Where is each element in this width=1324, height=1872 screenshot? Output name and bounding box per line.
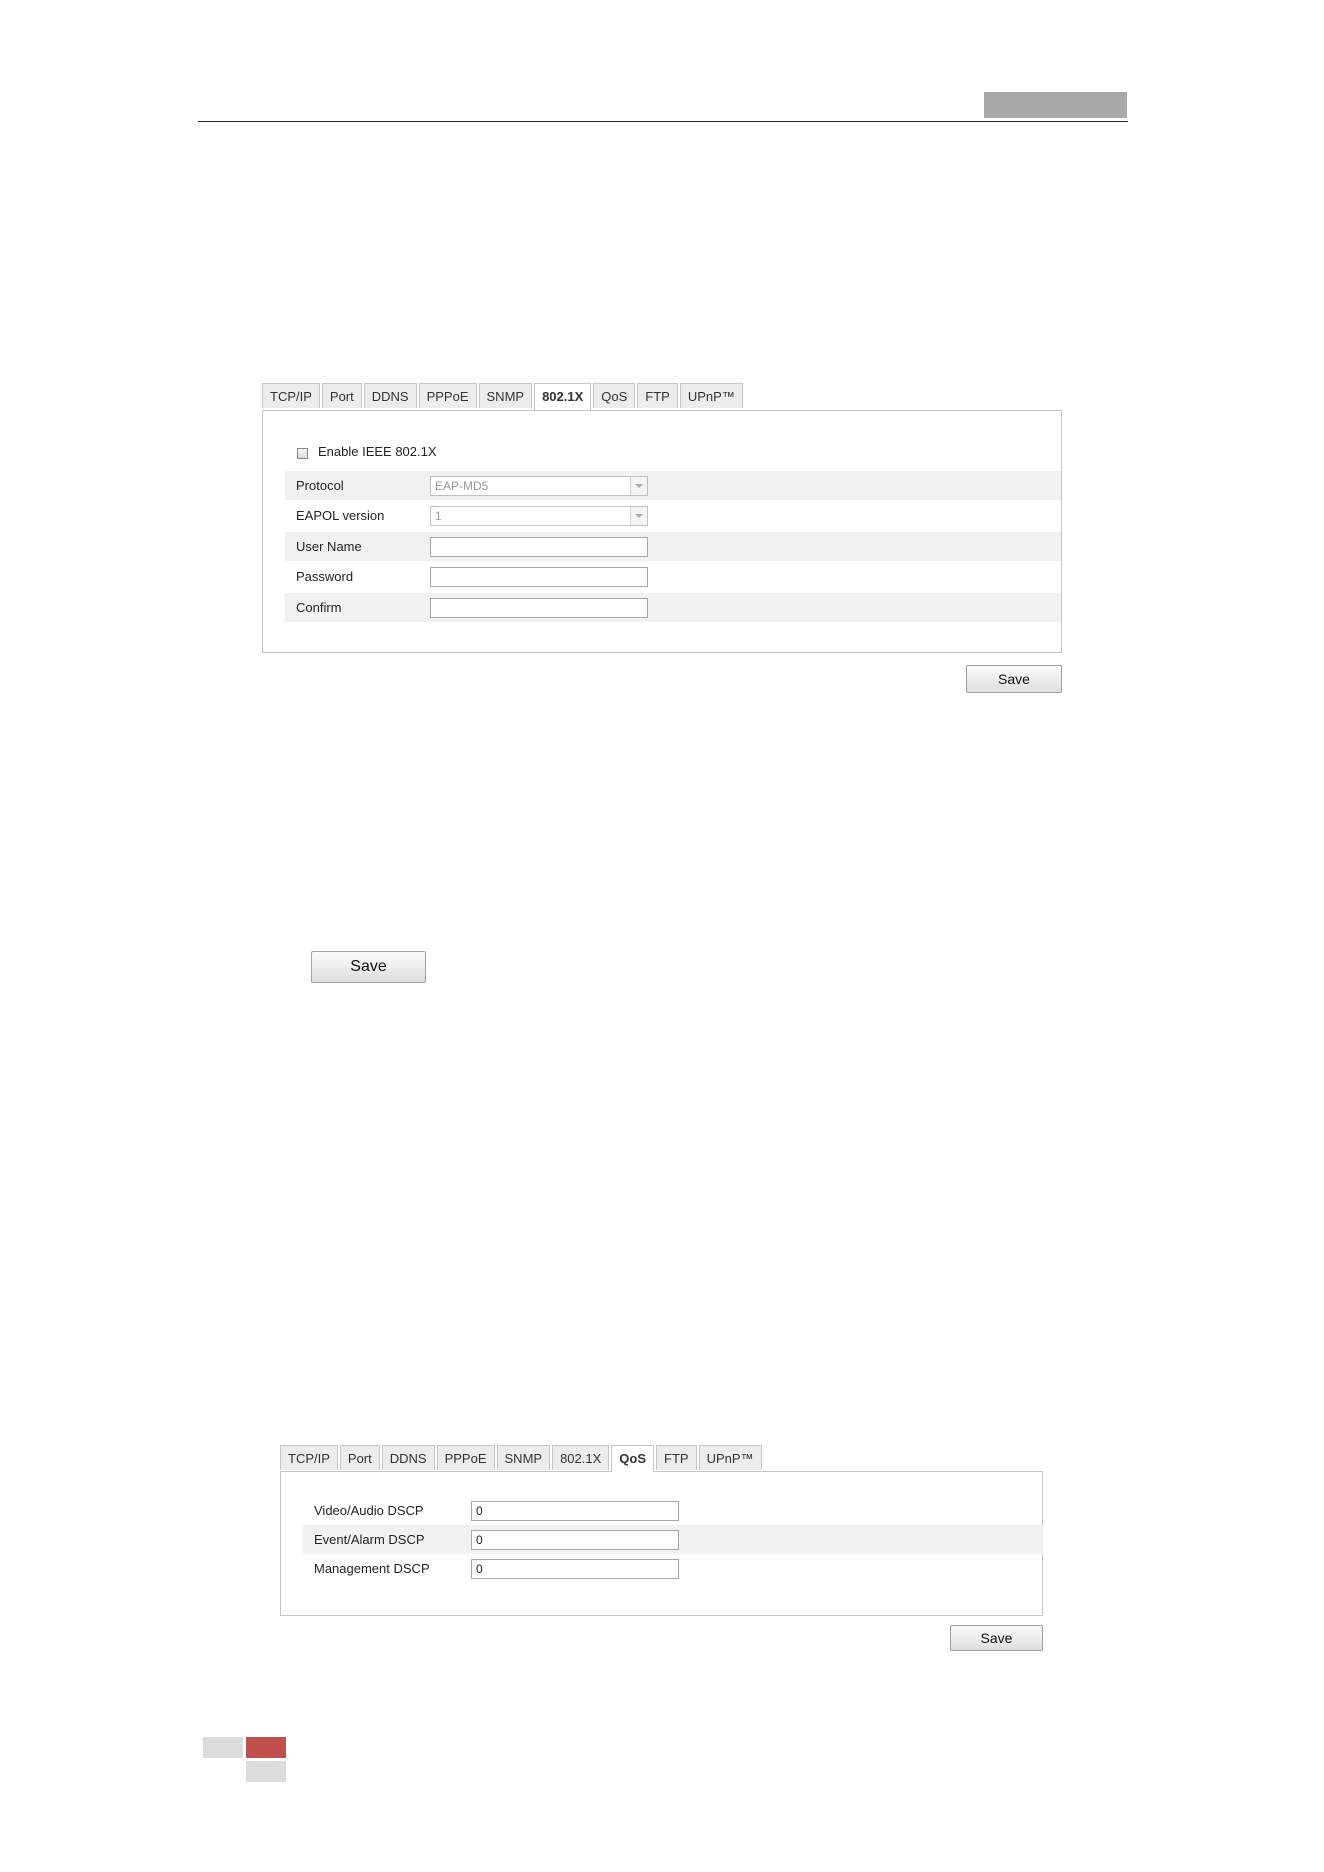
- management-dscp-input[interactable]: 0: [471, 1559, 679, 1579]
- footer-red-square: [246, 1737, 286, 1758]
- video-audio-dscp-row: [303, 1496, 1043, 1525]
- eapol-version-row: [285, 501, 1061, 530]
- event-alarm-dscp-row: [303, 1525, 1043, 1554]
- footer-gray-square: [203, 1737, 243, 1758]
- password-row: [285, 562, 1061, 591]
- tab-upnp[interactable]: UPnP™: [680, 383, 743, 408]
- enable-8021x-checkbox[interactable]: [297, 448, 308, 459]
- tab-port[interactable]: Port: [322, 383, 362, 408]
- event-alarm-dscp-input[interactable]: 0: [471, 1530, 679, 1550]
- protocol-label: Protocol: [296, 478, 344, 493]
- header-box: [984, 92, 1127, 118]
- tab-8021x[interactable]: 802.1X: [534, 383, 591, 410]
- chevron-down-icon: [630, 507, 647, 525]
- settings-box: [262, 410, 1062, 653]
- user-name-row: [285, 532, 1061, 561]
- dot1x-panel: [262, 383, 1062, 693]
- chevron-down-icon: [630, 477, 647, 495]
- protocol-value: EAP-MD5: [435, 479, 489, 493]
- eapol-version-select[interactable]: [430, 506, 648, 526]
- management-dscp-label: Management DSCP: [314, 1561, 430, 1576]
- tab-bar: [262, 383, 745, 410]
- confirm-input[interactable]: [430, 598, 648, 618]
- qos-panel: [280, 1445, 1043, 1651]
- tab-port[interactable]: Port: [340, 1445, 380, 1470]
- tab-upnp[interactable]: UPnP™: [699, 1445, 762, 1470]
- eapol-version-label: EAPOL version: [296, 508, 385, 523]
- tab-ddns[interactable]: DDNS: [382, 1445, 435, 1470]
- tab-pppoe[interactable]: PPPoE: [437, 1445, 495, 1470]
- video-audio-dscp-label: Video/Audio DSCP: [314, 1503, 424, 1518]
- management-dscp-row: [303, 1554, 1043, 1583]
- user-name-label: User Name: [296, 539, 362, 554]
- password-label: Password: [296, 569, 354, 584]
- tab-tcpip[interactable]: TCP/IP: [280, 1445, 338, 1470]
- password-input[interactable]: [430, 567, 648, 587]
- tab-snmp[interactable]: SNMP: [497, 1445, 551, 1470]
- footer-gray-square: [246, 1761, 286, 1782]
- tab-pppoe[interactable]: PPPoE: [419, 383, 477, 408]
- video-audio-dscp-input[interactable]: 0: [471, 1501, 679, 1521]
- tab-bar: [280, 1445, 764, 1472]
- event-alarm-dscp-label: Event/Alarm DSCP: [314, 1532, 425, 1547]
- save-button[interactable]: Save: [966, 665, 1062, 693]
- save-button[interactable]: Save: [311, 951, 426, 983]
- eapol-version-value: 1: [435, 509, 442, 523]
- tab-ftp[interactable]: FTP: [656, 1445, 697, 1470]
- tab-8021x[interactable]: 802.1X: [552, 1445, 609, 1470]
- tab-snmp[interactable]: SNMP: [479, 383, 533, 408]
- user-name-input[interactable]: [430, 537, 648, 557]
- protocol-select[interactable]: [430, 476, 648, 496]
- tab-ftp[interactable]: FTP: [637, 383, 678, 408]
- tab-ddns[interactable]: DDNS: [364, 383, 417, 408]
- settings-box: [280, 1471, 1043, 1616]
- header-rule: [198, 121, 1128, 122]
- tab-tcpip[interactable]: TCP/IP: [262, 383, 320, 408]
- tab-qos[interactable]: QoS: [593, 383, 635, 408]
- enable-8021x-label: Enable IEEE 802.1X: [318, 444, 437, 459]
- protocol-row: [285, 471, 1061, 500]
- save-button[interactable]: Save: [950, 1625, 1043, 1651]
- confirm-row: [285, 593, 1061, 622]
- tab-qos[interactable]: QoS: [611, 1445, 654, 1472]
- confirm-label: Confirm: [296, 600, 342, 615]
